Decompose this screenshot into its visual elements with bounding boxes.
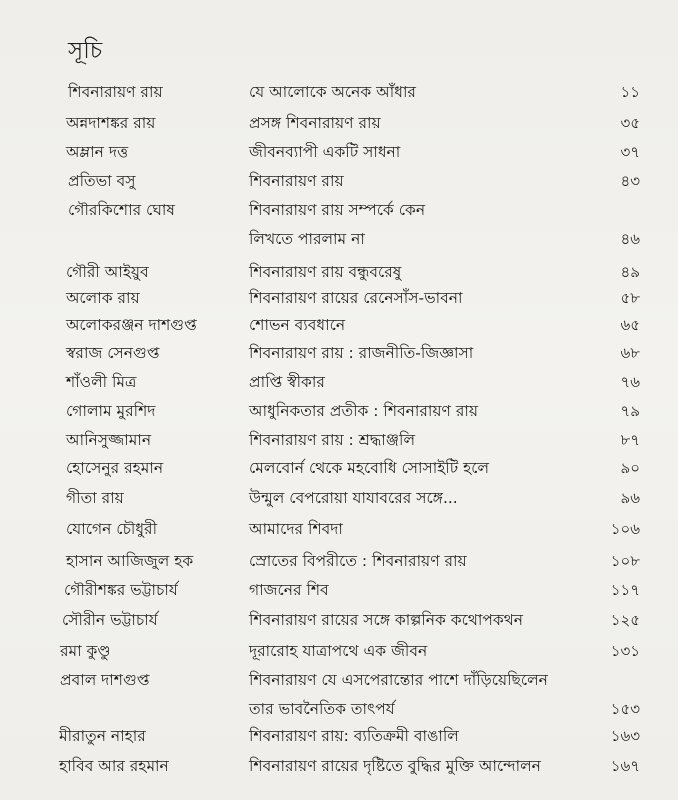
toc-page-number: ১৬৭: [610, 757, 640, 775]
toc-page-number: ৪৩: [620, 172, 640, 190]
toc-author: শাঁওলী মিত্র: [66, 373, 137, 391]
toc-author: অম্লান দত্ত: [66, 143, 129, 161]
toc-author: গৌরীশঙ্কর ভট্টাচার্য: [64, 581, 178, 599]
toc-title: আমাদের শিবদা: [249, 520, 343, 538]
contents-heading: সূচি: [68, 38, 103, 64]
toc-title: শিবনারায়ণ রায় : শ্রদ্ধাঞ্জলি: [249, 431, 416, 449]
toc-page-number: ৬৮: [620, 344, 640, 362]
toc-page-number: ১০৬: [610, 520, 640, 538]
toc-author: রমা কুণ্ডু: [60, 642, 111, 660]
toc-title: শিবনারায়ণ রায় সম্পর্কে কেন: [249, 201, 426, 219]
toc-page-number: ১১: [620, 83, 640, 101]
toc-author: আনিসুজ্জামান: [66, 431, 152, 449]
toc-title: শিবনারায়ণ রায়ের সঙ্গে কাল্পনিক কথোপকথন: [249, 611, 524, 629]
toc-author: অলোকরঞ্জন দাশগুপ্ত: [66, 316, 197, 334]
toc-page-number: ৭৬: [620, 373, 640, 391]
toc-author: হাসান আজিজুল হক: [66, 552, 194, 570]
toc-title: শিবনারায়ণ রায় বন্ধুবরেষু: [249, 263, 402, 281]
toc-page-number: ১২৫: [610, 611, 640, 629]
toc-title: শিবনারায়ণ যে এসপেরান্তোর পাশে দাঁড়িয়েছিলেন: [249, 671, 548, 689]
toc-author: হোসেনুর রহমান: [66, 459, 164, 477]
toc-author: অন্নদাশঙ্কর রায়: [66, 114, 156, 132]
toc-title: প্রাপ্তি স্বীকার: [249, 373, 325, 391]
toc-title: শিবনারায়ণ রায়ের দৃষ্টিতে বুদ্ধির মুক্তি আন্দোলন: [249, 757, 541, 775]
toc-author: গীতা রায়: [66, 489, 124, 507]
toc-title: শিবনারায়ণ রায়: ব্যতিক্রমী বাঙালি: [249, 727, 459, 745]
toc-title: শিবনারায়ণ রায়: [249, 172, 344, 190]
toc-title: জীবনব্যাপী একটি সাধনা: [249, 143, 401, 161]
toc-page-number: ৯৬: [620, 489, 640, 507]
toc-page-number: ৫৮: [620, 289, 640, 307]
toc-title-continued: তার ভাবনৈতিক তাৎপর্য: [249, 700, 395, 718]
toc-author: হাবিব আর রহমান: [59, 757, 169, 775]
toc-page-number: ১১৭: [610, 581, 640, 599]
toc-page-number: ১৬৩: [610, 727, 640, 745]
toc-page-number: ৬৫: [620, 316, 640, 334]
toc-author: সৌরীন ভট্টাচার্য: [62, 611, 158, 629]
toc-page-number: ৯০: [620, 459, 640, 477]
toc-title-continued: লিখতে পারলাম না: [249, 230, 365, 248]
toc-title: স্রোতের বিপরীতে : শিবনারায়ণ রায়: [249, 552, 467, 570]
toc-title: প্রসঙ্গ শিবনারায়ণ রায়: [249, 114, 381, 132]
toc-page-number: ৪৬: [620, 230, 640, 248]
toc-author: গৌরী আইয়ুব: [66, 263, 149, 281]
toc-page-number: ৭৯: [620, 402, 640, 420]
toc-author: মীরাতুন নাহার: [59, 727, 146, 745]
toc-author: প্রবাল দাশগুপ্ত: [60, 671, 150, 689]
toc-title: যে আলোকে অনেক আঁধার: [249, 83, 416, 101]
toc-title: শিবনারায়ণ রায়ের রেনেসাঁস-ভাবনা: [249, 289, 463, 307]
toc-title: মেলবোর্ন থেকে মহবোধি সোসাইটি হলে: [249, 459, 489, 477]
toc-title: আধুনিকতার প্রতীক : শিবনারায়ণ রায়: [249, 402, 479, 420]
toc-author: গৌরকিশোর ঘোষ: [68, 201, 175, 219]
toc-page-number: ১০৮: [610, 552, 640, 570]
toc-page-number: ৮৭: [620, 431, 640, 449]
toc-title: উন্মুল বেপরোয়া যাযাবরের সঙ্গে...: [249, 489, 458, 507]
toc-page-number: ১৩১: [610, 642, 640, 660]
toc-author: শিবনারায়ণ রায়: [68, 83, 163, 101]
toc-author: যোগেন চৌধুরী: [66, 520, 158, 538]
toc-author: প্রতিভা বসু: [68, 172, 136, 190]
toc-page-number: ৩৫: [620, 114, 640, 132]
toc-author: অলোক রায়: [66, 289, 140, 307]
toc-title: গাজনের শিব: [249, 581, 329, 599]
toc-title: শিবনারায়ণ রায় : রাজনীতি-জিজ্ঞাসা: [249, 344, 474, 362]
toc-author: গোলাম মুরশিদ: [66, 402, 156, 420]
toc-page-number: ৩৭: [620, 143, 640, 161]
toc-title: দূরারোহ যাত্রাপথে এক জীবন: [249, 642, 428, 660]
toc-title: শোভন ব্যবধানে: [249, 316, 346, 334]
toc-author: স্বরাজ সেনগুপ্ত: [66, 344, 160, 362]
toc-page-number: ১৫৩: [610, 700, 640, 718]
toc-page-number: ৪৯: [620, 263, 640, 281]
